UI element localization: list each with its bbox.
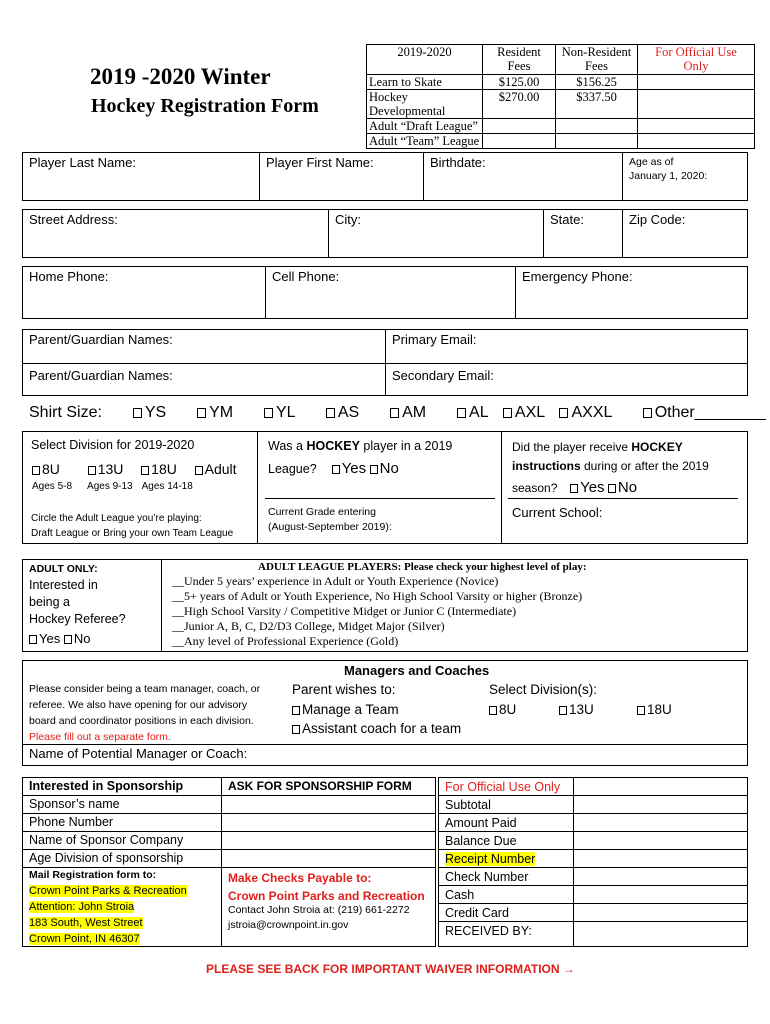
official-cell[interactable] [638,134,755,149]
instruction-answer: season? Yes No [512,479,638,496]
fee-row: Adult “Team” League [367,134,755,149]
managers-heading: Managers and Coaches [344,663,490,678]
checkbox-icon[interactable] [643,408,652,418]
managers-description: Please consider being a team manager, coach, or referee. We also have opening for our advisory board and coordinator positions in each division. Please fill out a separate form. [29,683,261,743]
shirt-option[interactable]: AXXL [559,404,611,421]
birthdate-field[interactable]: Birthdate: [430,155,486,170]
form-subtitle: Hockey Registration Form [91,95,319,117]
subtotal-field[interactable]: Subtotal [445,798,491,812]
current-school-field[interactable]: Current School: [512,505,603,520]
fee-row: Hockey Developmental $270.00 $337.50 [367,90,755,119]
sponsorship-title: Interested in Sponsorship [29,779,184,793]
shirt-option[interactable]: YM [197,404,233,421]
contact-info: Contact John Stroia at: (219) 661-2272 jstroia@crownpoint.in.gov [228,904,410,931]
adult-level-option[interactable]: __Any level of Professional Experience (Gold) [172,634,399,648]
received-by-field[interactable]: RECEIVED BY: [445,924,532,938]
division-ages: Ages 5-8 Ages 9-13 Ages 14-18 [32,481,193,492]
credit-card-field[interactable]: Credit Card [445,906,509,920]
sponsor-phone-field[interactable]: Phone Number [29,815,114,829]
manager-division-18u[interactable]: 18U [637,702,672,717]
checkbox-icon[interactable] [559,408,568,418]
adult-level-option[interactable]: __High School Varsity / Competitive Midget or Junior C (Intermediate) [172,604,517,618]
checkbox-icon[interactable] [88,466,96,475]
checkbox-icon[interactable] [489,706,497,715]
manager-division-8u[interactable]: 8U [489,702,516,717]
checkbox-icon[interactable] [29,635,37,644]
fee-header-season: 2019-2020 [367,45,483,75]
waiver-notice: PLEASE SEE BACK FOR IMPORTANT WAIVER INFORMATION → [206,962,575,976]
city-field[interactable]: City: [335,212,361,227]
state-field[interactable]: State: [550,212,584,227]
referee-no[interactable]: No [64,631,91,646]
parent-names-field-1[interactable]: Parent/Guardian Names: [29,332,173,347]
checkbox-icon[interactable] [133,408,142,418]
division-title: Select Division for 2019-2020 [31,438,195,452]
zip-code-field[interactable]: Zip Code: [629,212,686,227]
checkbox-icon[interactable] [570,484,578,493]
official-use-title: For Official Use Only [445,780,561,794]
checkbox-icon[interactable] [32,466,40,475]
referee-yes[interactable]: Yes [29,631,60,646]
current-grade-field[interactable]: Current Grade entering (August-September 2019): [268,506,392,533]
division-option-8u[interactable]: 8U [32,461,60,477]
check-number-field[interactable]: Check Number [445,870,529,884]
checkbox-icon[interactable] [637,706,645,715]
checkbox-icon[interactable] [64,635,72,644]
instruction-question: Did the player receive HOCKEY instructions during or after the 2019 [512,440,709,473]
checkbox-icon[interactable] [141,466,149,475]
manager-division-13u[interactable]: 13U [559,702,594,717]
division-option-13u[interactable]: 13U [88,461,124,477]
official-cell[interactable] [638,90,755,119]
cell-phone-field[interactable]: Cell Phone: [272,269,340,284]
adult-level-option[interactable]: __5+ years of Adult or Youth Experience, No High School Varsity or higher (Bronze) [172,589,583,603]
hockey-player-answer: League? Yes No [268,460,399,477]
parent-wishes-label: Parent wishes to: [292,682,396,697]
street-address-field[interactable]: Street Address: [29,212,118,227]
form-title: 2019 -2020 Winter [90,64,271,89]
sponsor-company-field[interactable]: Name of Sponsor Company [29,833,184,847]
sponsor-name-field[interactable]: Sponsor’s name [29,797,120,811]
checkbox-icon[interactable] [503,408,512,418]
select-divisions-label: Select Division(s): [489,682,598,697]
hockey-player-no[interactable]: No [370,460,399,477]
checkbox-icon[interactable] [370,465,378,474]
checkbox-icon[interactable] [292,706,300,715]
checks-payable: Make Checks Payable to: Crown Point Parks and Recreation [228,871,425,903]
fee-header-official: For Official Use Only [638,45,755,75]
emergency-phone-field[interactable]: Emergency Phone: [522,269,633,284]
receipt-number-field[interactable]: Receipt Number [445,852,536,866]
player-last-name-field[interactable]: Player Last Name: [29,155,136,170]
checkbox-icon[interactable] [608,484,616,493]
fee-row: Learn to Skate $125.00 $156.25 [367,75,755,90]
referee-answer [29,631,90,646]
hockey-player-yes[interactable]: Yes [332,460,366,477]
checkbox-icon[interactable] [559,706,567,715]
shirt-option[interactable]: AL [457,404,488,421]
adult-only-label: ADULT ONLY: [29,563,98,575]
shirt-option[interactable]: YL [264,404,295,421]
primary-email-field[interactable]: Primary Email: [392,332,477,347]
checkbox-icon[interactable] [292,725,300,734]
circle-adult-league-note: Circle the Adult League you’re playing: Draft League or Bring your own Team League [31,513,234,539]
secondary-email-field[interactable]: Secondary Email: [392,368,494,383]
checkbox-icon[interactable] [195,466,203,475]
fee-header-resident: Resident Fees [483,45,556,75]
shirt-option[interactable]: AS [326,404,359,421]
checkbox-icon[interactable] [264,408,273,418]
player-first-name-field[interactable]: Player First Name: [266,155,374,170]
checkbox-icon[interactable] [457,408,466,418]
sponsor-age-division-field[interactable]: Age Division of sponsorship [29,851,184,865]
balance-due-field[interactable]: Balance Due [445,834,517,848]
checkbox-icon[interactable] [197,408,206,418]
adult-level-option[interactable]: __Under 5 years’ experience in Adult or Youth Experience (Novice) [172,574,499,588]
official-cell[interactable] [638,119,755,134]
fee-table [366,44,755,149]
instruction-yes[interactable]: Yes [570,479,604,496]
hockey-player-question: Was a HOCKEY player in a 2019 [268,439,453,453]
amount-paid-field[interactable]: Amount Paid [445,816,517,830]
cash-field[interactable]: Cash [445,888,475,902]
fee-header-nonresident: Non-Resident Fees [556,45,638,75]
assistant-coach-option[interactable]: Assistant coach for a team [292,721,461,736]
checkbox-icon[interactable] [390,408,399,418]
ask-sponsorship-form: ASK FOR SPONSORSHIP FORM [228,779,412,793]
shirt-option[interactable]: YS [133,404,166,421]
phone-row [22,266,748,319]
manage-team-option[interactable]: Manage a Team [292,702,399,717]
adult-level-option[interactable]: __Junior A, B, C, D2/D3 College, Midget Major (Silver) [172,619,445,633]
checkbox-icon[interactable] [326,408,335,418]
mail-address: Crown Point Parks & Recreation Attention: John Stroia 183 South, West Street Crown Point, IN 46307 [29,885,187,945]
fee-row: Adult “Draft League” [367,119,755,134]
home-phone-field[interactable]: Home Phone: [29,269,109,284]
division-option-adult[interactable]: Adult [195,461,237,477]
mail-to-title: Mail Registration form to: [29,869,157,881]
age-as-of-field[interactable]: Age as of January 1, 2020: [629,156,708,182]
potential-manager-name-field[interactable]: Name of Potential Manager or Coach: [29,746,248,761]
division-option-18u[interactable]: 18U [141,461,177,477]
division-options [32,461,237,477]
parent-names-field-2[interactable]: Parent/Guardian Names: [29,368,173,383]
shirt-option[interactable]: AXL [503,404,545,421]
instruction-no[interactable]: No [608,479,637,496]
official-cell[interactable] [638,75,755,90]
shirt-option-other[interactable]: Other________ [643,404,766,421]
adult-level-heading: ADULT LEAGUE PLAYERS: Please check your highest level of play: [258,561,587,573]
shirt-size-label: Shirt Size: [29,404,102,421]
shirt-option[interactable]: AM [390,404,426,421]
checkbox-icon[interactable] [332,465,340,474]
referee-question: Interested in being a Hockey Referee? [29,578,126,626]
shirt-size-row [29,404,766,422]
